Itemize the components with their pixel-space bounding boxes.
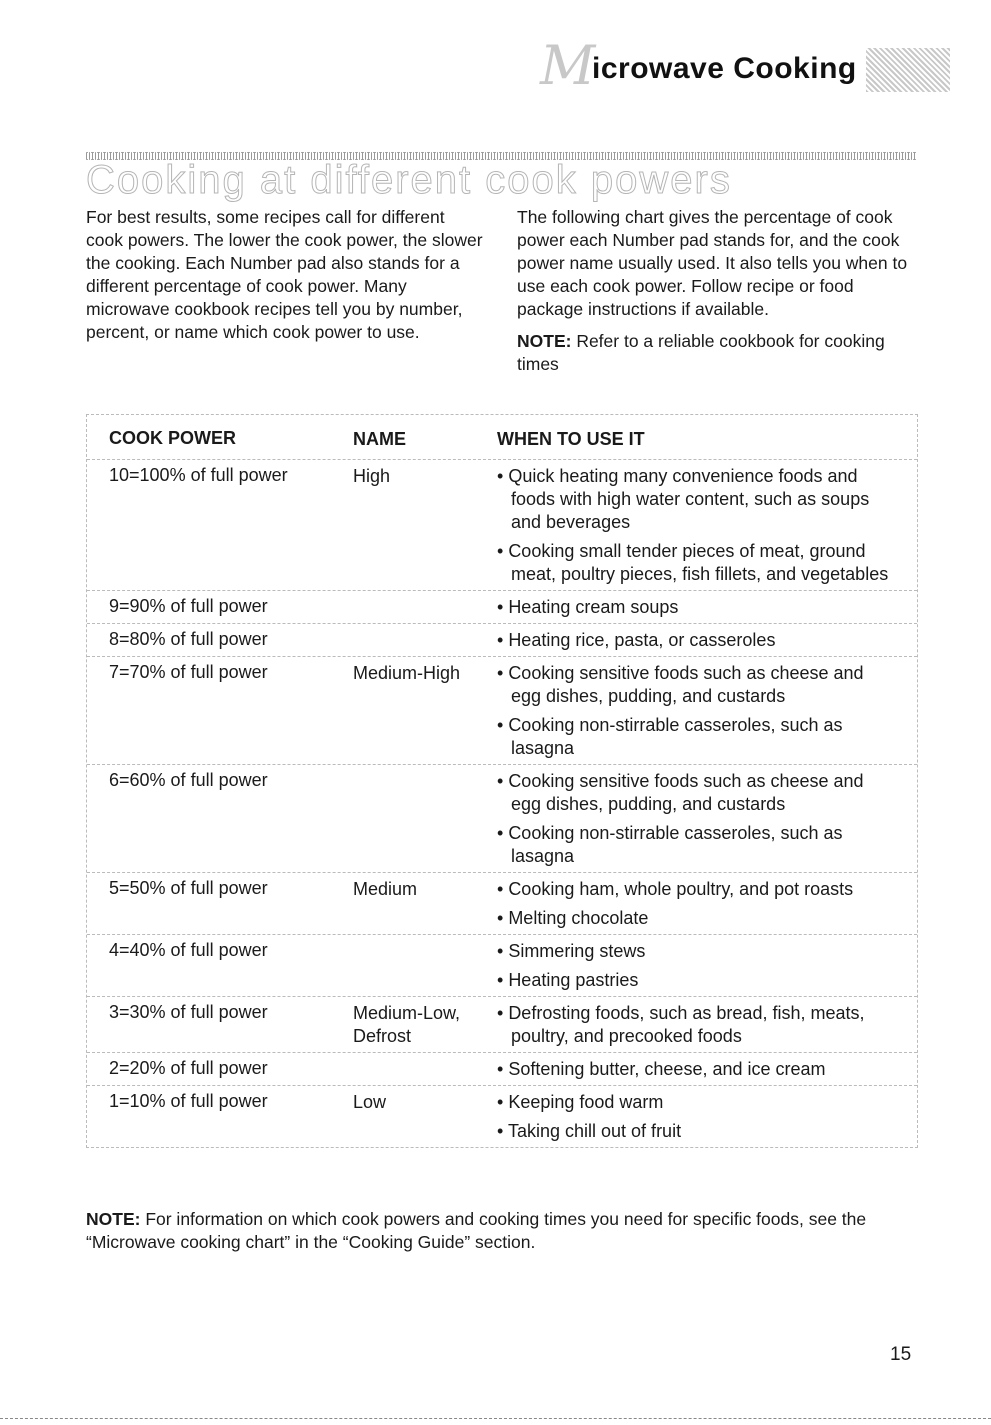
use-text: Taking chill out of fruit (507, 1121, 682, 1141)
when-to-use-cell (497, 465, 897, 586)
use-bullet (497, 1058, 897, 1081)
cook-power-cell: 2=20% of full power (109, 1058, 268, 1078)
use-text: Cooking non-stirrable casseroles, such as lasagna (508, 715, 843, 758)
header-pattern-icon (866, 48, 950, 92)
use-bullet (497, 1120, 897, 1143)
page-title: icrowave Cooking (592, 52, 857, 85)
use-bullet (497, 629, 897, 652)
table-row (87, 623, 917, 656)
use-text: Cooking ham, whole poultry, and pot roasts (508, 879, 854, 899)
header-when-to-use: WHEN TO USE IT (497, 429, 645, 449)
power-name-cell: Low (353, 1092, 387, 1112)
when-to-use-cell (497, 596, 897, 619)
bullet-icon: • (497, 466, 509, 486)
page-number: 15 (890, 1344, 912, 1365)
cook-power-cell: 1=10% of full power (109, 1091, 268, 1111)
intro-note (517, 330, 917, 376)
bullet-icon: • (497, 1121, 508, 1141)
decorative-initial: M (540, 34, 596, 97)
intro-note-text: Refer to a reliable cookbook for cooking times (517, 331, 885, 374)
use-text: Keeping food warm (508, 1092, 664, 1112)
use-bullet (497, 940, 897, 963)
when-to-use-cell (497, 662, 897, 760)
power-name-cell: Medium-High (353, 663, 461, 683)
when-to-use-cell (497, 1058, 897, 1081)
bullet-icon: • (497, 541, 509, 561)
table-row (87, 656, 917, 764)
table-row (87, 1085, 917, 1147)
intro-right-text: The following chart gives the percentage of cook power each Number pad stands for, and the cook power name usually used. It also tells you when to use each cook power. Follow recipe or food package instructions if available. (517, 207, 908, 319)
cook-power-cell: 5=50% of full power (109, 878, 268, 898)
use-bullet (497, 465, 897, 534)
bullet-icon: • (497, 970, 509, 990)
bullet-icon: • (497, 771, 509, 791)
cook-power-cell: 6=60% of full power (109, 770, 268, 790)
use-text: Cooking small tender pieces of meat, ground meat, poultry pieces, fish fillets, and vegetables (508, 541, 889, 584)
page-header (0, 34, 991, 97)
when-to-use-cell (497, 1091, 897, 1143)
cook-power-cell: 7=70% of full power (109, 662, 268, 682)
use-bullet (497, 822, 897, 868)
cook-power-cell: 9=90% of full power (109, 596, 268, 616)
use-text: Defrosting foods, such as bread, fish, meats, poultry, and precooked foods (508, 1003, 865, 1046)
table-row (87, 1052, 917, 1085)
use-bullet (497, 1002, 897, 1048)
intro-left-column (86, 206, 486, 353)
table-row (87, 459, 917, 590)
bullet-icon: • (497, 1092, 509, 1112)
when-to-use-cell (497, 878, 897, 930)
power-name-cell: High (353, 466, 391, 486)
use-bullet (497, 770, 897, 816)
cook-power-cell: 4=40% of full power (109, 940, 268, 960)
use-text: Cooking sensitive foods such as cheese and egg dishes, pudding, and custards (508, 771, 864, 814)
when-to-use-cell (497, 770, 897, 868)
when-to-use-cell (497, 940, 897, 992)
cook-power-cell: 3=30% of full power (109, 1002, 268, 1022)
intro-note-label: NOTE: (517, 331, 572, 351)
table-row (87, 872, 917, 934)
table-row (87, 996, 917, 1052)
use-bullet (497, 540, 897, 586)
when-to-use-cell (497, 629, 897, 652)
intro-left-text: For best results, some recipes call for different cook powers. The lower the cook power, the slower the cooking. Each Number pad also stands for a different percentage of cook power. Many microwave cookbook recipes tell you by number, percent, or name which cook power to use. (86, 207, 483, 342)
footer-note-label: NOTE: (86, 1209, 141, 1229)
power-name-cell: Medium (353, 879, 418, 899)
bullet-icon: • (497, 1059, 509, 1079)
use-text: Softening butter, cheese, and ice cream (508, 1059, 826, 1079)
cook-power-cell: 8=80% of full power (109, 629, 268, 649)
bullet-icon: • (497, 597, 509, 617)
bullet-icon: • (497, 941, 509, 961)
use-text: Heating cream soups (508, 597, 679, 617)
use-bullet (497, 1091, 897, 1114)
cook-power-table (86, 414, 918, 1148)
bullet-icon: • (497, 630, 509, 650)
use-text: Heating pastries (508, 970, 639, 990)
header-name: NAME (353, 429, 406, 449)
power-name-cell: Medium-Low, Defrost (353, 1003, 461, 1046)
use-text: Cooking sensitive foods such as cheese and egg dishes, pudding, and custards (508, 663, 864, 706)
use-text: Heating rice, pasta, or casseroles (508, 630, 776, 650)
use-text: Cooking non-stirrable casseroles, such as lasagna (508, 823, 843, 866)
use-bullet (497, 596, 897, 619)
footer-note-text: For information on which cook powers and cooking times you need for specific foods, see the “Microwave cooking chart” in the “Cooking Guide” section. (86, 1209, 867, 1252)
when-to-use-cell (497, 1002, 897, 1048)
use-text: Simmering stews (508, 941, 646, 961)
use-text: Quick heating many convenience foods and foods with high water content, such as soups and beverages (508, 466, 870, 532)
intro-right-column (517, 206, 917, 385)
bullet-icon: • (497, 663, 509, 683)
bullet-icon: • (497, 823, 509, 843)
use-bullet (497, 662, 897, 708)
footer-note (86, 1208, 926, 1254)
table-row (87, 764, 917, 872)
use-bullet (497, 907, 897, 930)
use-bullet (497, 714, 897, 760)
bullet-icon: • (497, 715, 509, 735)
use-bullet (497, 969, 897, 992)
cook-power-cell: 10=100% of full power (109, 465, 288, 485)
header-cook-power: COOK POWER (109, 428, 237, 448)
section-title: Cooking at different cook powers (86, 158, 732, 202)
use-text: Melting chocolate (508, 908, 649, 928)
bullet-icon: • (497, 1003, 509, 1023)
table-row (87, 590, 917, 623)
use-bullet (497, 878, 897, 901)
bottom-rule (0, 1418, 991, 1419)
bullet-icon: • (497, 908, 509, 928)
bullet-icon: • (497, 879, 509, 899)
table-row (87, 934, 917, 996)
table-header-row (87, 415, 917, 459)
